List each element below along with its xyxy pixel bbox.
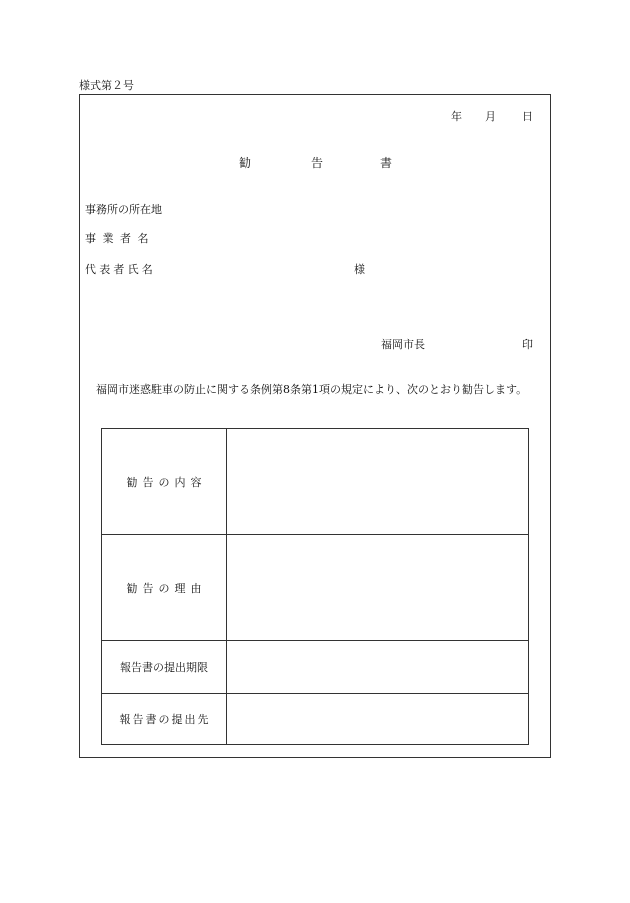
document-title-char-2: 告 [311,156,324,170]
issuer-mayor: 福岡市長 [381,338,425,351]
row-label-report-deadline: 報告書の提出期限 [102,641,227,694]
date-day-label: 日 [522,110,533,123]
row-label-reason: 勧告の理由 [102,535,227,641]
document-title-char-1: 勧 [239,156,252,170]
table-row [102,429,529,535]
office-address-label: 事務所の所在地 [85,203,162,216]
row-label-content: 勧告の内容 [102,429,227,535]
body-text: 福岡市迷惑駐車の防止に関する条例第8条第1項の規定により、次のとおり勧告します。 [96,383,528,396]
seal-mark: 印 [522,338,533,351]
operator-name-label: 事業者名 [85,232,155,245]
row-value-report-destination [227,694,529,745]
table-row [102,641,529,694]
date-year-label: 年 [451,110,462,123]
document-title-char-3: 書 [380,156,393,170]
date-month-label: 月 [485,110,496,123]
form-number: 様式第２号 [79,79,134,92]
representative-name-label: 代表者氏名 [85,263,156,276]
row-value-reason [227,535,529,641]
row-value-report-deadline [227,641,529,694]
honorific-sama: 様 [354,263,365,276]
table-row [102,694,529,745]
recommendation-table [101,428,529,745]
row-label-report-destination: 報告書の提出先 [102,694,227,745]
table-row [102,535,529,641]
row-value-content [227,429,529,535]
